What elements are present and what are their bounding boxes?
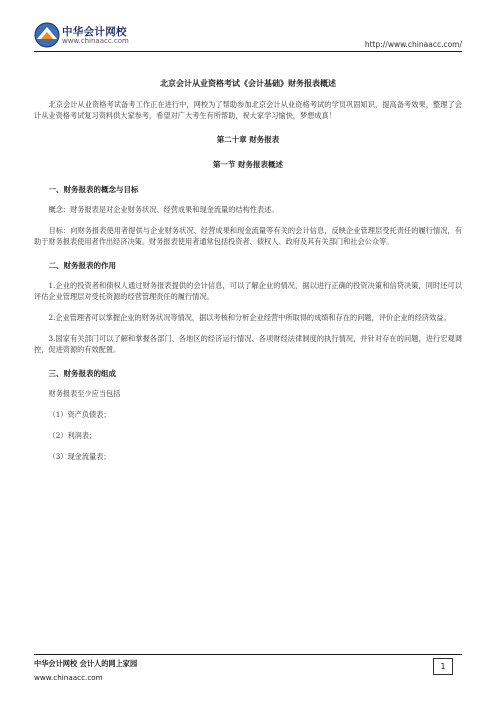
role-paragraph-1: 1.企业的投资者和债权人通过财务报表提供的会计信息，可以了解企业的情况，据以进行正确的投资决策和信贷决策，同时还可以评估企业管理层对受托资源的经营管理责任的履行情况。 — [34, 281, 462, 301]
role-paragraph-2: 2.企业管理者可以掌握企业的财务状况等情况，据以考核和分析企业经营中所取得的成绩和存在的问题，评价企业的经济效益。 — [48, 313, 451, 322]
header-divider — [34, 51, 462, 52]
list-item: （2）利润表； — [48, 431, 97, 440]
chinaacc-logo-icon — [34, 22, 60, 48]
chapter-heading: 第二十章 财务报表 — [216, 135, 280, 144]
concept-paragraph: 概念：财务报表是对企业财务状况、经营成果和现金流量的结构性表述。 — [48, 205, 279, 214]
brand-url[interactable]: www.chinaacc.com — [62, 37, 129, 45]
composition-intro: 财务报表至少应当包括 — [48, 389, 121, 398]
document-body — [34, 78, 462, 472]
role-paragraph-3: 3.国家有关部门可以了解和掌握各部门、各地区的经济运行情况、各项财经法律制度的执行情况，并针对存在的问题，进行宏观调控，促进资源的有效配置。 — [34, 334, 462, 354]
document-title: 北京会计从业资格考试《会计基础》财务报表概述 — [160, 78, 336, 88]
heading-concept-goal: 一、财务报表的概念与目标 — [48, 185, 139, 194]
page-number: 1 — [433, 658, 453, 675]
site-url-link[interactable]: http://www.chinaacc.com/ — [364, 40, 462, 49]
intro-paragraph: 北京会计从业资格考试备考工作正在进行中，网校为了帮助参加北京会计从业资格考试的学员巩固知识，提高备考效果，整理了会计从业资格考试复习资料供大家参考，希望对广大考生有所帮助，祝大家学习愉快，梦想成真！ — [34, 100, 462, 120]
list-item: （1）资产负债表； — [48, 410, 111, 419]
footer-url-link[interactable]: www.chinaacc.com — [34, 673, 103, 682]
heading-composition: 三、财务报表的组成 — [48, 369, 116, 378]
goal-paragraph: 目标：向财务报表使用者提供与企业财务状况、经营成果和现金流量等有关的会计信息，反映企业管理层受托责任的履行情况，有助于财务报表使用者作出经济决策。财务报表使用者通常包括投资者、债权人、政府及其有关部门和社会公众等。 — [34, 226, 462, 246]
heading-role: 二、财务报表的作用 — [48, 261, 116, 270]
footer-slogan: 中华会计网校 会计人的网上家园 — [34, 659, 138, 668]
footer-divider — [34, 654, 462, 655]
page-header — [0, 0, 496, 52]
list-item: （3）现金流量表； — [48, 452, 111, 461]
brand-name: 中华会计网校 — [62, 26, 127, 38]
section-heading: 第一节 财务报表概述 — [212, 160, 284, 169]
